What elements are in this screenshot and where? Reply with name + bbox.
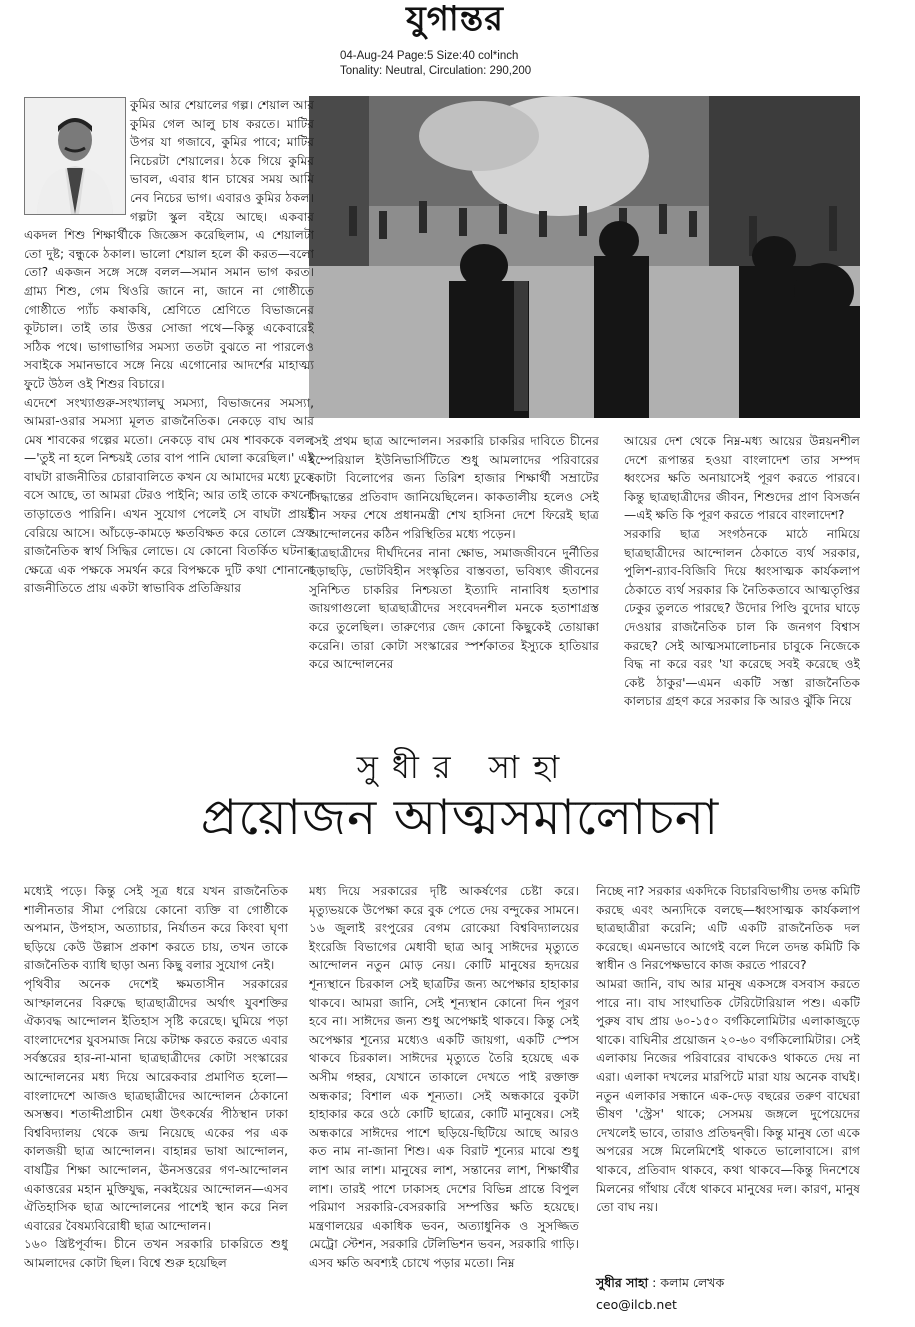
clip-info-line-2: Tonality: Neutral, Circulation: 290,200 bbox=[340, 65, 532, 77]
top-column-1 bbox=[24, 96, 314, 716]
paragraph: সেই প্রথম ছাত্র আন্দোলন। সরকারি চাকরির দাবিতে চীনের ইম্পেরিয়াল ইউনিভার্সিটিতে শুধু আমলাদের পরিবারের কোটা বিলোপের জন্য তিরিশ হাজার শিক্ষার্থী সম্রাটের সিদ্ধান্তের প্রতিবাদ জানিয়েছিলেন। কাকতালীয় হলেও সেই চীন সফর শেষে প্রধানমন্ত্রী শেখ হাসিনা দেশে ফিরেই ছাত্র আন্দোলনের কঠিন পরিস্থিতির মধ্যে পড়েন। bbox=[309, 434, 599, 541]
signature-name: সুধীর সাহা bbox=[596, 1275, 649, 1290]
paragraph: মধ্যেই পড়ে। কিন্তু সেই সূত্র ধরে যখন রাজনৈতিক শালীনতার সীমা পেরিয়ে কোনো ব্যক্তি বা গোষ্ঠীকে অপমান, উপহাস, অত্যাচার, নির্যাতন করে কিংবা ঘৃণা ছড়িয়ে কেউ উল্লাস প্রকাশ করতে চায়, তখন তাকে রাজনৈতিক ব্যাধি ছাড়া অন্য কিছু বলার সুযোগ নেই। bbox=[24, 884, 288, 973]
paragraph: এদেশে সংখ্যাগুরু-সংখ্যালঘু সমস্যা, বিভাজনের সমস্যা, আমরা-ওরার সমস্যা মূলত রাজনৈতিক। নেকড়ে বাঘ আর মেষ শাবকের গল্পের মতো। নেকড়ে বাঘ মেষ শাবককে বলল—'তুই না হলে নিশ্চয়ই তোর বাপ পানি ঘোলা করেছিল।' এই বাঘটা রাজনীতির চোরাবালিতে কখন যে আমাদের মধ্যে ঢুকে বসে আছে, তা আমরা টেরও পাইনি; আর তাই তাকে কখনো তাড়াতেও পারিনি। এখন সুযোগ পেলেই সে বাঘটা প্রায়ই বেরিয়ে আসে। আঁচড়ে-কামড়ে ক্ষতবিক্ষত করে তোলে স্রেফ রাজনৈতিক স্বার্থ সিদ্ধির লোভে। যে কোনো বিতর্কিত ঘটনার ক্ষেত্রে এক পক্ষকে সমর্থন করে বিপক্ষকে দুটি কথা শোনানো রাজনীতিতে প্রায় একটা স্বাভাবিক প্রতিক্রিয়ার bbox=[24, 395, 314, 596]
top-column-3 bbox=[624, 432, 860, 716]
clip-info-line-1: 04-Aug-24 Page:5 Size:40 col*inch bbox=[340, 50, 519, 62]
paragraph: কুমির আর শেয়ালের গল্প। শেয়াল আর কুমির গেল আলু চাষ করতে। মাটির উপর যা গজাবে, কুমির পাবে; মাটির নিচেরটা শেয়ালের। ঠকে গিয়ে কুমির ভাবল, এবার ধান চাষের সময় আমি নেব নিচের ভাগ। এবারও কুমির ঠকল। গল্পটা স্কুল বইয়ে আছে। একবার একদল শিশু শিক্ষার্থীকে জিজ্ঞেস করেছিলাম, এ শেয়ালটা তো দুষ্ট; বন্ধুকে ঠকাল। ভালো শেয়াল হলে কী করত—বলো তো? একজন সঙ্গে সঙ্গে বলল—সমান সমান ভাগ করত। গ্রাম্য শিশু, গেম থিওরি জানে না, জানে না গোষ্ঠীতে গোষ্ঠীতে প্যাঁচ কষাকষি, শ্রেণিতে শ্রেণিতে বিভাজনের কূটচাল। তাই তার উত্তর সোজা পথে—কিন্তু একেবারেই সঠিক পথে। ভাগাভাগির সমস্যা ততটা বুঝতে না পারলেও সবাইকে সমানভাবে সঙ্গে নিয়ে এগোনোর আদর্শের মাহাত্ম্য ফুটে উঠল ওই শিশুর বিচারে। bbox=[24, 98, 314, 391]
top-column-2 bbox=[309, 432, 599, 716]
protest-photo bbox=[309, 96, 860, 418]
newspaper-logo: যুগান্তর bbox=[406, 0, 504, 39]
author-byline: সুধীর সাহা bbox=[356, 748, 574, 786]
article-headline: প্রয়োজন আত্মসমালোচনা bbox=[200, 789, 720, 846]
paragraph: নিচ্ছে না? সরকার একদিকে বিচারবিভাগীয় তদন্ত কমিটি করছে এবং অন্যদিকে বলছে—ধ্বংসাত্মক কার্যকলাপ ছাত্রছাত্রীরা করেনি; এটি একটি রাজনৈতিক দল করেছে। এমনভাবে আগেই বলে দিলে তদন্ত কমিটি কি স্বাধীন ও নিরপেক্ষভাবে কাজ করতে পারবে? bbox=[596, 884, 860, 973]
author-signature bbox=[596, 1275, 860, 1295]
paragraph: সরকারি ছাত্র সংগঠনকে মাঠে নামিয়ে ছাত্রছাত্রীদের আন্দোলন ঠেকাতে ব্যর্থ সরকার, পুলিশ-র‍্যাব-বিজিবি দিয়ে ধ্বংসাত্মক কার্যকলাপ ঠেকাতে ব্যর্থ সরকার কি নৈতিকতাবে আত্মতৃপ্তির ঢেকুর তুলতে পারছে? উদোর পিণ্ডি বুদোর ঘাড়ে দেওয়ার রাজনৈতিক চাল কি জনগণ বিশ্বাস করছে? সেই আত্মসমালোচনার চাবুকে নিজেকে বিদ্ধ না করে বরং 'যা করেছে সবই করেছে ওই কেষ্ট ঠাকুর'—এমন একটি সস্তা রাজনৈতিক কালচার গ্রহণ করে সরকার কি আরও ঝুঁকি নিয়ে bbox=[624, 526, 860, 709]
author-email: ceo@ilcb.net bbox=[596, 1297, 677, 1312]
paragraph: মধ্য দিয়ে সরকারের দৃষ্টি আকর্ষণের চেষ্টা করে। মৃত্যুভয়কে উপেক্ষা করে বুক পেতে দেয় বন্দুকের সামনে। ১৬ জুলাই রংপুরের বেগম রোকেয়া বিশ্ববিদ্যালয়ের ইংরেজি বিভাগের মেধাবী ছাত্র আবু সাঈদের মৃত্যুতে আন্দোলন নতুন মোড় নেয়। কোটি মানুষের হৃদয়ের শূন্যস্থানে চিরকাল সেই ছাত্রটির জন্য অপেক্ষার হাহাকার থাকবে। আমরা জানি, সেই শূন্যস্থান কোনো দিন পূরণ হবে না। সাঈদের জন্য শুধু অপেক্ষাই থাকবে। কিন্তু সেই অপেক্ষার শূন্যের মধ্যেও একটি জায়গা, একটি স্পেস থাকবে চিরকাল। সাঈদের মৃত্যুতে তৈরি হয়েছে এক অসীম গহ্বর, যেখানে তাকালে দেখতে পাই রক্তাক্ত অন্ধকার; বিশাল এক শূন্যতা। সেই অন্ধকারে বুকটা হাহাকার করে ওঠে কোটি ছাত্রের, কোটি মানুষের। সেই অন্ধকারে সাঈদের পাশে ছড়িয়ে-ছিটিয়ে আছে আরও কত নাম না-জানা শিশু। এক বিরাট শূন্যের মাঝে শুধু লাশ আর লাশ। মানুষের লাশ, সন্তানের লাশ, শিক্ষার্থীর লাশ। তারই পাশে ঢাকাসহ দেশের বিভিন্ন প্রান্তে বিপুল পরিমাণ সরকারি-বেসরকারি সম্পত্তির ক্ষতি হয়েছে। মন্ত্রণালয়ের একাধিক ভবন, অত্যাধুনিক ও সুসজ্জিত মেট্রো স্টেশন, সরকারি টেলিভিশন ভবন, সরকারি গাড়ি। এসব ক্ষতি অবশ্যই চোখে পড়ার মতো। নিম্ন bbox=[309, 884, 579, 1270]
signature-role: কলাম লেখক bbox=[660, 1275, 725, 1290]
paragraph: ১৬০ খ্রিষ্টপূর্বাব্দ। চীনে তখন সরকারি চাকরিতে শুধু আমলাদের কোটা ছিল। বিশ্বে শুরু হয়েছিল bbox=[24, 1237, 288, 1270]
bottom-column-3 bbox=[596, 882, 860, 1270]
masthead bbox=[330, 0, 580, 38]
paragraph: পৃথিবীর অনেক দেশেই ক্ষমতাসীন সরকারের আস্ফালনের বিরুদ্ধে ছাত্রছাত্রীদের অর্থাৎ যুবশক্তির ঐক্যবদ্ধ আন্দোলন ইতিহাস সৃষ্টি করেছে। ঘুমিয়ে পড়া বাংলাদেশের যুবসমাজ নিয়ে কটাক্ষ করতে করতে এবার সর্বস্তরের হার-না-মানা ছাত্রছাত্রীদের কোটা সংস্কারের আন্দোলনের মধ্য দিয়ে আরেকবার প্রমাণিত হলো—বাংলাদেশে আজও ছাত্রছাত্রীদের আন্দোলন ঠেকানো অসম্ভব। শতাব্দীপ্রাচীন মেধা উৎকর্ষের পীঠস্থান ঢাকা বিশ্ববিদ্যালয় থেকে জন্ম নিয়েছে একের পর এক কালজয়ী ছাত্র আন্দোলন। বাহান্নর ভাষা আন্দোলন, বাষট্টির শিক্ষা আন্দোলন, ঊনসত্তরের গণ-আন্দোলন একাত্তরের মহান মুক্তিযুদ্ধ, নব্বইয়ের আন্দোলন—এসব ঐতিহাসিক ছাত্র আন্দোলনের পাশেই স্থান করে নিল এবারের বৈষম্যবিরোধী ছাত্র আন্দোলন। bbox=[24, 976, 288, 1233]
paragraph: ছাত্রছাত্রীদের দীর্ঘদিনের নানা ক্ষোভ, সমাজজীবনে দুর্নীতির ছড়াছড়ি, ভোটবিহীন সংস্কৃতির বাস্তবতা, ভবিষ্যৎ জীবনের সুনিশ্চিত চাকরির নিশ্চয়তা ইত্যাদি নানাবিধ হতাশার জায়গাগুলো ছাত্রছাত্রীদের সংবেদনশীল মনকে হতাশাগ্রস্ত করে তুলেছিল। তারুণ্যের জেদ কোনো কিছুকেই তোয়াক্কা করেনি। তারা কোটা সংস্কারের স্পর্শকাতর ইস্যুকে হাতিয়ার করে আন্দোলনের bbox=[309, 545, 599, 672]
paragraph: আয়ের দেশ থেকে নিম্ন-মধ্য আয়ের উন্নয়নশীল দেশে রূপান্তর হওয়া বাংলাদেশ তার সম্পদ ধ্বংসের ক্ষতি অনায়াসেই পূরণ করতে পারবে। কিন্তু ছাত্রছাত্রীদের জীবন, শিশুদের প্রাণ বিসর্জন—এই ক্ষতি কি পূরণ করতে পারবে বাংলাদেশ? bbox=[624, 434, 860, 523]
bottom-column-2 bbox=[309, 882, 579, 1314]
paragraph: আমরা জানি, বাঘ আর মানুষ একসঙ্গে বসবাস করতে পারে না। বাঘ সাংঘাতিক টেরিটোরিয়াল পশু। একটি পুরুষ বাঘ প্রায় ৬০-১৫০ বর্গকিলোমিটার এলাকাজুড়ে থাকে। বাঘিনীর প্রয়োজন ২০-৬০ বর্গকিলোমিটার। সেই এলাকায় নিজের পরিবারের বাঘকেও থাকতে দেয় না এরা। এলাকা দখলের মারপিটে মারা যায় অনেক বাঘই। নতুন এলাকার সন্ধানে এক-দেড় বছরের তরুণ বাঘেরা ভীষণ 'স্ট্রেস' থাকে; সেসময় জঙ্গলে দুপেয়েদের দেখলেই ভাবে, তারাও প্রতিদ্বন্দ্বী। কিন্তু মানুষ তো একে অপরের সঙ্গে মিলেমিশেই থাকতে ভালোবাসে। রাগ থাকবে, প্রতিবাদ থাকবে, কথা থাকবে—কিন্তু দিনশেষে মিলনের গাঁথায় বেঁধে থাকবে মানুষের দল। কারণ, মানুষ তো বাঘ নয়। bbox=[596, 976, 860, 1215]
signature-separator: : bbox=[648, 1275, 661, 1290]
bottom-column-1 bbox=[24, 882, 288, 1314]
